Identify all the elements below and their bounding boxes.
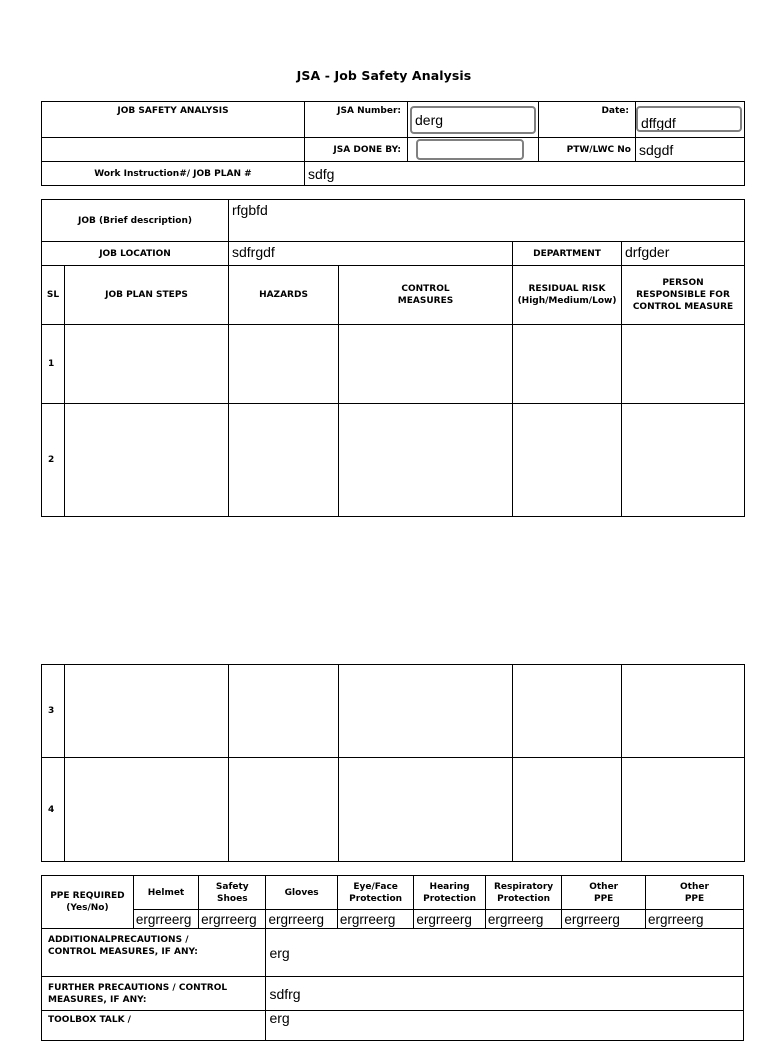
toolbox-talk-value[interactable]: erg [266,1011,744,1041]
step-cell[interactable] [65,665,229,758]
job-description-value[interactable]: rfgbfd [229,200,745,242]
jsa-done-by-cell [408,138,539,162]
ppe-other-2-value[interactable]: ergrreerg [645,910,743,929]
work-instruction-value[interactable]: sdfg [305,162,745,186]
person-cell[interactable] [622,404,745,517]
row-number: 1 [42,325,65,404]
person-cell[interactable] [622,325,745,404]
control-cell[interactable] [339,325,513,404]
department-value[interactable]: drfgder [622,242,745,266]
ppe-col-respiratory: Respiratory Protection [485,876,562,910]
jsa-done-by-label: JSA DONE BY: [305,138,408,162]
row-number: 4 [42,758,65,862]
additional-precautions-text: ADDITIONALPRECAUTIONS / CONTROL MEASURES, IF ANY: [48,935,198,957]
further-precautions-label [42,977,266,1011]
date-cell [636,102,745,138]
ppe-eye-face-value[interactable]: ergrreerg [337,910,414,929]
step-cell[interactable] [65,325,229,404]
col-residual-risk: RESIDUAL RISK (High/Medium/Low) [513,266,622,325]
ppe-col-hearing: Hearing Protection [414,876,485,910]
table-row [42,404,745,517]
hazard-cell[interactable] [229,758,339,862]
ppe-col-other-1: Other PPE [562,876,646,910]
job-description-label: JOB (Brief description) [42,200,229,242]
ptw-lwc-value[interactable]: sdgdf [636,138,745,162]
table-row [42,758,745,862]
col-hazards: HAZARDS [229,266,339,325]
residual-cell[interactable] [513,665,622,758]
further-precautions-value[interactable]: sdfrg [266,977,744,1011]
ppe-respiratory-value[interactable]: ergrreerg [485,910,562,929]
department-label: DEPARTMENT [513,242,622,266]
jsa-done-by-field[interactable] [416,139,524,160]
col-job-plan-steps-text: JOB PLAN STEPS [105,290,188,300]
jsa-number-cell [408,102,539,138]
hazard-cell[interactable] [229,404,339,517]
job-location-label: JOB LOCATION [42,242,229,266]
hazard-cell[interactable] [229,325,339,404]
control-cell[interactable] [339,665,513,758]
further-precautions-text: FURTHER PRECAUTIONS / CONTROL MEASURES, IF ANY: [48,982,228,1005]
document-title: JSA - Job Safety Analysis [296,68,472,83]
control-cell[interactable] [339,404,513,517]
ppe-required-label: PPE REQUIRED (Yes/No) [42,876,134,929]
toolbox-talk-label: TOOLBOX TALK / [42,1011,266,1041]
ppe-col-other-2: Other PPE [645,876,743,910]
col-control-measures-text: CONTROL MEASURES [397,284,454,306]
additional-precautions-label [42,929,266,977]
steps-table-continued [41,664,745,862]
work-instruction-label: Work Instruction#/ JOB PLAN # [42,162,305,186]
date-label: Date: [539,102,636,138]
ppe-gloves-value[interactable]: ergrreerg [266,910,337,929]
jsa-number-field[interactable]: derg [410,106,536,134]
ptw-lwc-label: PTW/LWC No [539,138,636,162]
hazard-cell[interactable] [229,665,339,758]
jsa-header-table [41,101,745,186]
ppe-col-gloves: Gloves [266,876,337,910]
table-row [42,325,745,404]
step-cell[interactable] [65,404,229,517]
person-cell[interactable] [622,758,745,862]
col-person-responsible: PERSON RESPONSIBLE FOR CONTROL MEASURE [622,266,745,325]
residual-cell[interactable] [513,325,622,404]
ppe-hearing-value[interactable]: ergrreerg [414,910,485,929]
row-number: 2 [42,404,65,517]
ppe-helmet-value[interactable]: ergrreerg [133,910,198,929]
ppe-table [41,875,744,1041]
col-control-measures [339,266,513,325]
date-field[interactable]: dffgdf [636,106,742,132]
residual-cell[interactable] [513,758,622,862]
col-sl: SL [42,266,65,325]
job-location-value[interactable]: sdfrgdf [229,242,513,266]
table-row [42,665,745,758]
additional-precautions-value[interactable]: erg [266,929,744,977]
residual-cell[interactable] [513,404,622,517]
col-job-plan-steps [65,266,229,325]
row-number: 3 [42,665,65,758]
person-cell[interactable] [622,665,745,758]
control-cell[interactable] [339,758,513,862]
blank-cell [42,138,305,162]
step-cell[interactable] [65,758,229,862]
job-steps-table [41,199,745,517]
jsa-heading: JOB SAFETY ANALYSIS [42,102,305,138]
jsa-number-label: JSA Number: [305,102,408,138]
ppe-col-eye-face: Eye/Face Protection [337,876,414,910]
ppe-safety-shoes-value[interactable]: ergrreerg [199,910,266,929]
ppe-col-safety-shoes: Safety Shoes [199,876,266,910]
ppe-col-helmet: Helmet [133,876,198,910]
ppe-other-1-value[interactable]: ergrreerg [562,910,646,929]
